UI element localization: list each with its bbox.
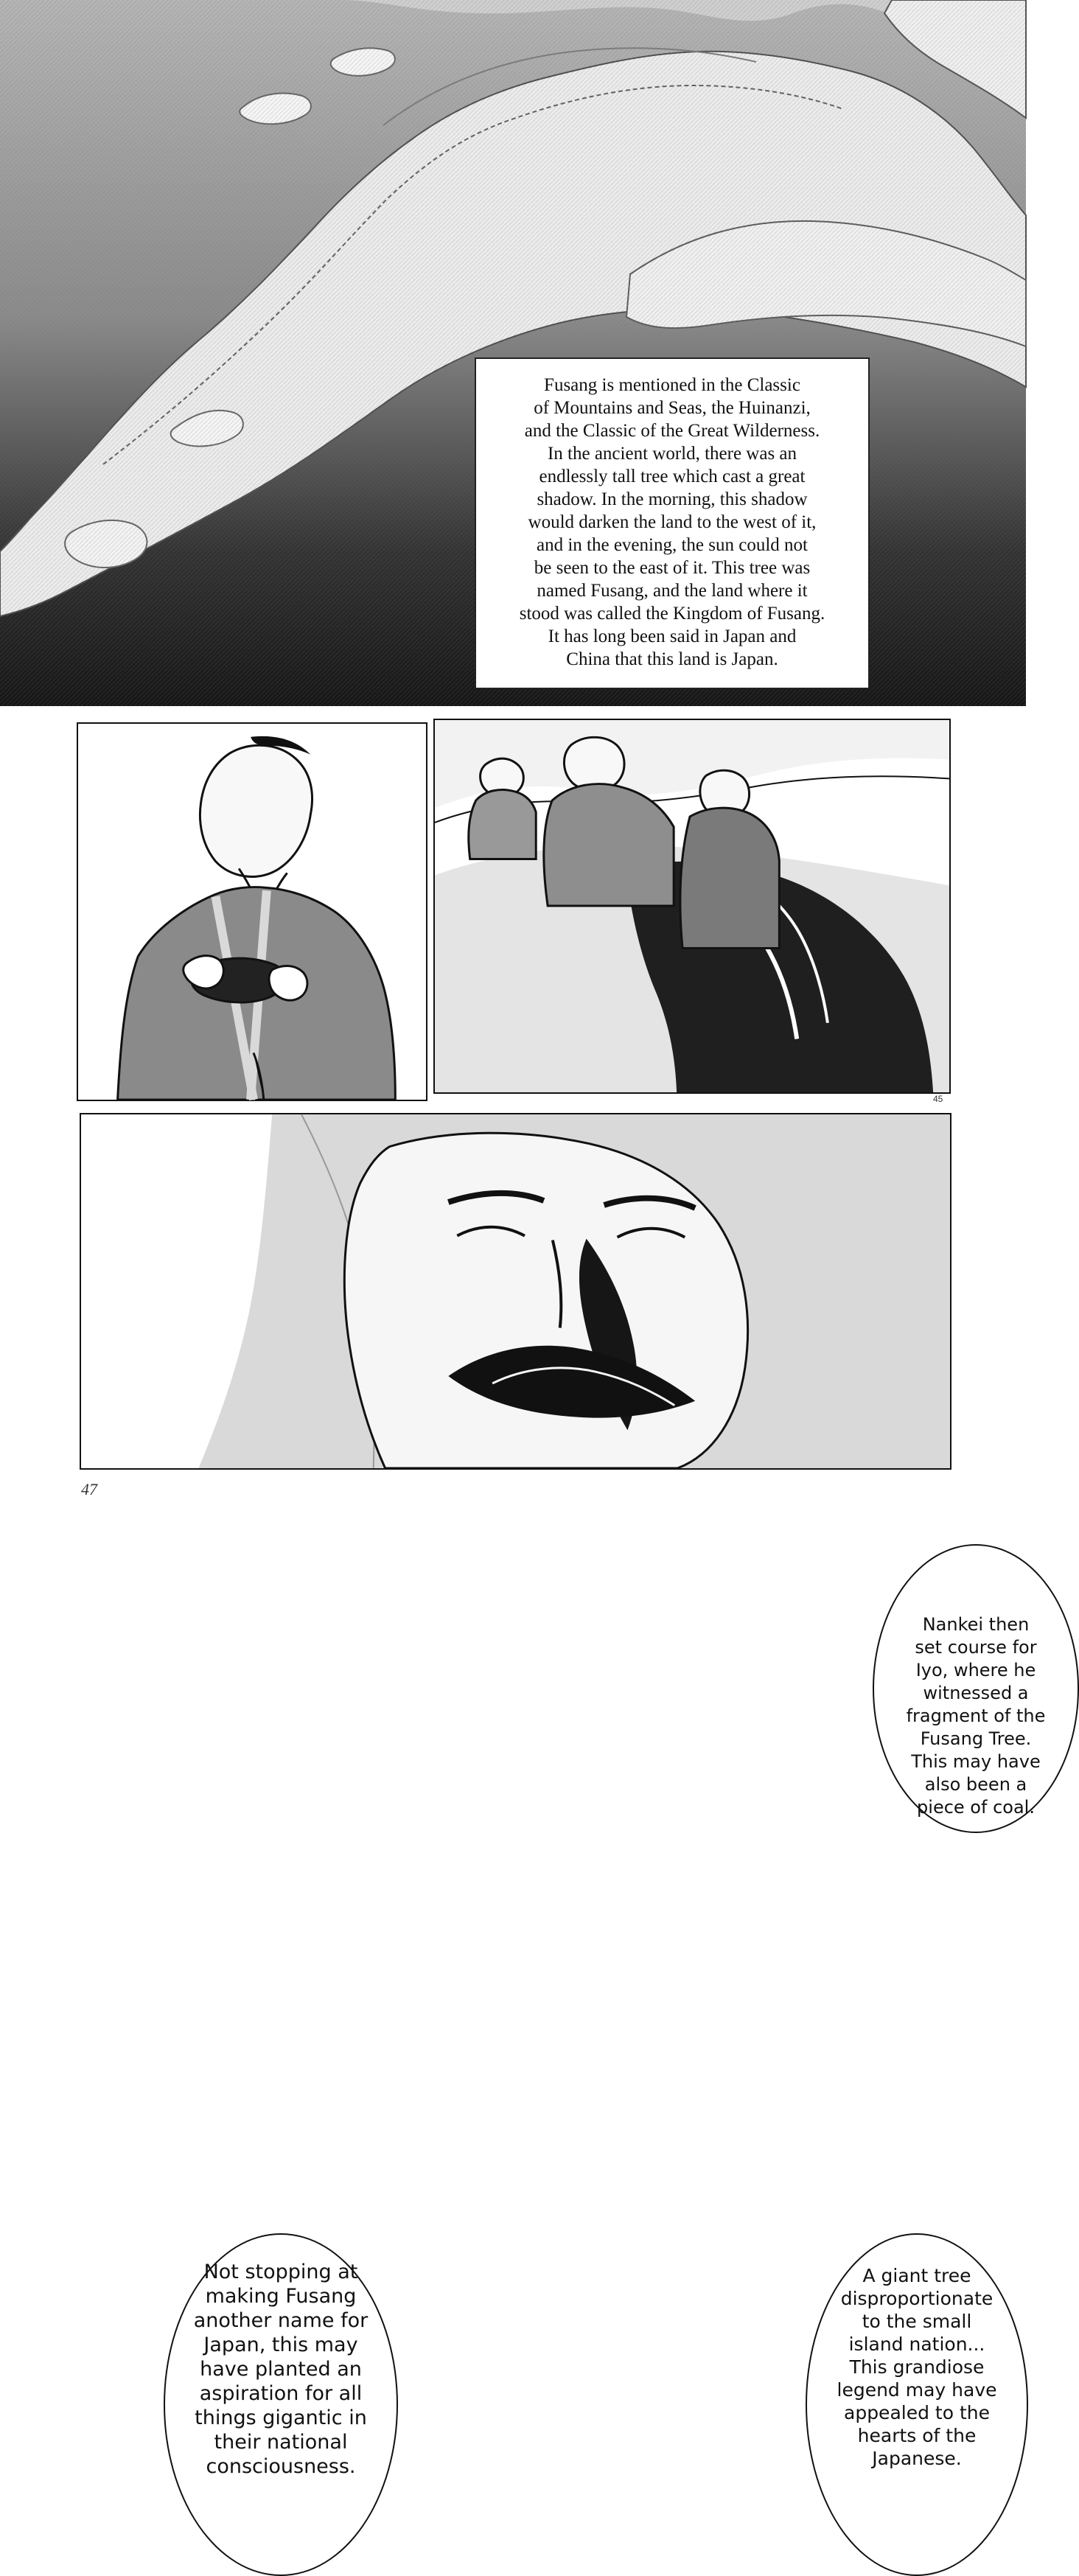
narration-line: named Fusang, and the land where it <box>537 581 808 601</box>
narration-line: China that this land is Japan. <box>566 649 778 669</box>
bubble-line: have planted an <box>200 2358 362 2381</box>
bubble-line: hearts of the <box>857 2425 977 2446</box>
narration-line: and the Classic of the Great Wilderness. <box>524 421 820 441</box>
bubble-line: Japanese. <box>872 2448 962 2469</box>
bubble-line: Nankei then <box>922 1614 1030 1635</box>
bubble-line: disproportionate <box>840 2288 994 2309</box>
closeup-face-illustration <box>81 1114 950 1468</box>
narration-line: shadow. In the morning, this shadow <box>537 489 808 509</box>
narration-box <box>475 357 870 689</box>
man-holding-fragment-illustration <box>78 724 426 1100</box>
caption-bubble-left <box>164 2233 398 2576</box>
narration-line: Fusang is mentioned in the Classic <box>544 375 800 395</box>
man-holding-fragment-panel <box>77 722 427 1101</box>
bubble-line: This grandiose <box>849 2356 985 2378</box>
bubble-line: making Fusang <box>205 2285 357 2308</box>
narration-line: and in the evening, the sun could not <box>537 535 808 555</box>
speech-bubble-nankei <box>873 1544 1079 1833</box>
bubble-line: Iyo, where he <box>915 1660 1036 1680</box>
narration-line: stood was called the Kingdom of Fusang. <box>519 604 825 624</box>
narration-line: It has long been said in Japan and <box>548 626 797 646</box>
bubble-line: appealed to the <box>844 2402 990 2423</box>
bubble-line: another name for <box>193 2309 369 2332</box>
panel-number: 45 <box>933 1094 943 1104</box>
bubble-line: consciousness. <box>206 2455 356 2478</box>
page-number: 47 <box>81 1480 97 1498</box>
bubble-line: set course for <box>915 1637 1037 1658</box>
bubble-line: Not stopping at <box>203 2261 358 2283</box>
bubble-line: aspiration for all <box>199 2382 363 2405</box>
narration-line: be seen to the east of it. This tree was <box>534 558 811 578</box>
map-panel <box>0 0 1026 706</box>
bubble-line: also been a <box>924 1774 1027 1795</box>
bubble-line: Japan, this may <box>203 2334 358 2356</box>
field-scene-illustration <box>435 720 949 1092</box>
bubble-line: A giant tree <box>862 2265 971 2286</box>
narration-line: of Mountains and Seas, the Huinanzi, <box>534 398 811 418</box>
bubble-line: their national <box>214 2431 348 2454</box>
bubble-line: witnessed a <box>923 1683 1029 1703</box>
caption-bubble-right <box>806 2233 1028 2576</box>
narration-line: would darken the land to the west of it, <box>528 512 817 532</box>
narration-line: endlessly tall tree which cast a great <box>539 467 806 486</box>
bubble-line: to the small <box>862 2311 972 2332</box>
bubble-line: piece of coal. <box>917 1797 1035 1818</box>
narration-line: In the ancient world, there was an <box>547 444 797 464</box>
bubble-line: island nation... <box>848 2334 985 2355</box>
bubble-line: This may have <box>911 1751 1041 1772</box>
bubble-line: things gigantic in <box>195 2406 367 2429</box>
bubble-line: Fusang Tree. <box>920 1728 1032 1749</box>
bubble-line: legend may have <box>837 2379 997 2401</box>
bubble-line: fragment of the <box>906 1706 1046 1726</box>
